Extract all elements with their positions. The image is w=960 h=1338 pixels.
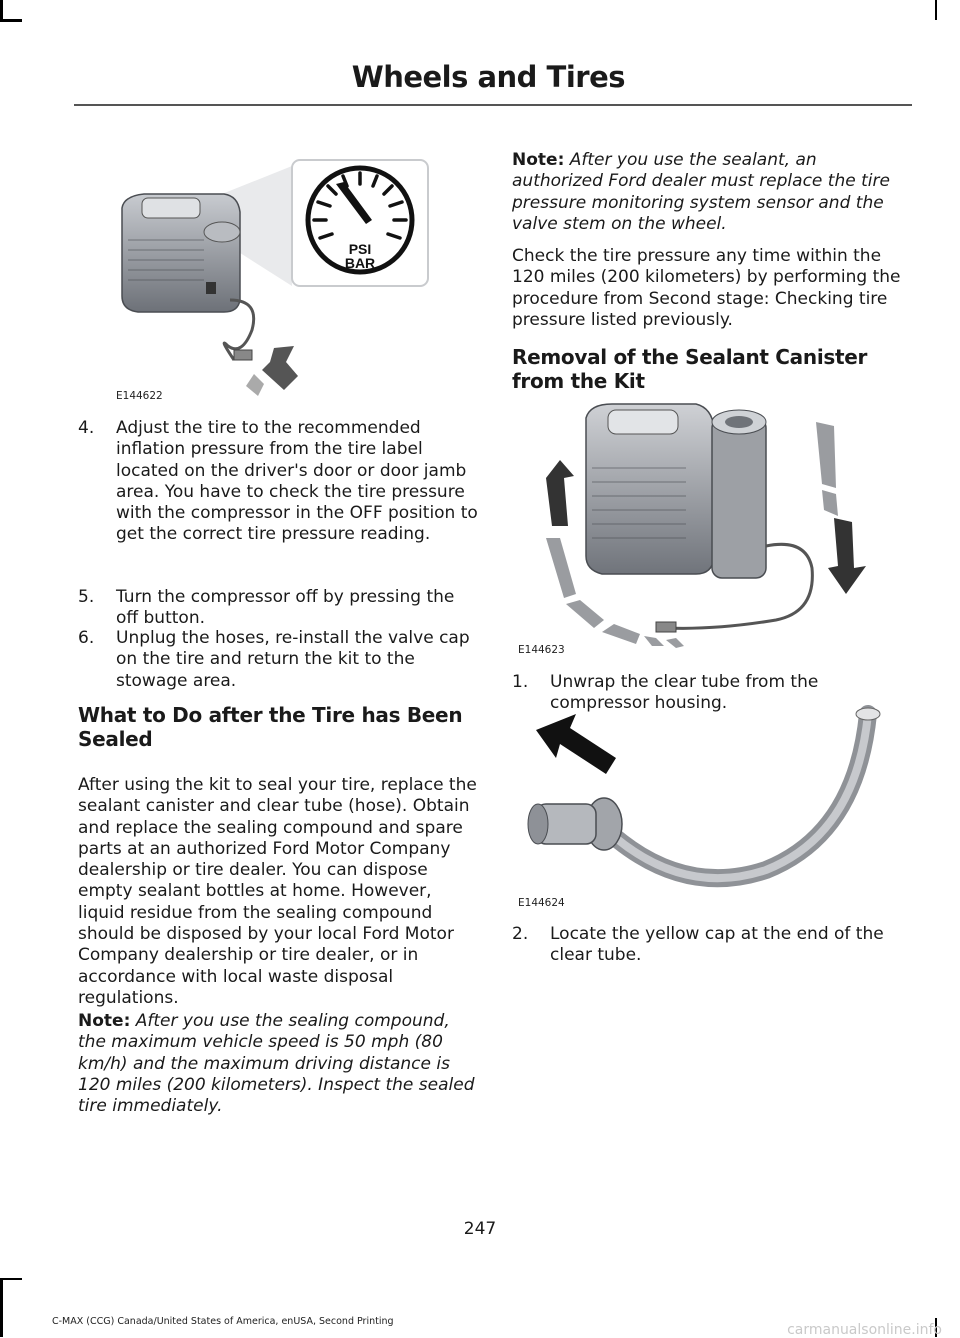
step-text: Adjust the tire to the recommended inflation pressure from the tire label located on the driver's door or door jamb area. You have to check the tire pressure with the compressor in the OFF position to get the correct tire pressure reading. xyxy=(116,418,478,545)
note-text: After you use the sealing compound, the maximum vehicle speed is 50 mph (80 km/h) and the maximum driving distance is 120 miles (200 kilometers). Inspect the sealed tire immediately. xyxy=(78,1011,475,1117)
figure-code-2: E144623 xyxy=(518,644,565,656)
figure-code-1: E144622 xyxy=(116,390,163,402)
gauge-label-psi: PSI xyxy=(348,241,372,257)
step-5 xyxy=(78,587,478,630)
page-number: 247 xyxy=(463,1219,497,1239)
figure-compressor-rotation xyxy=(516,398,876,660)
crop-mark-bottom-left-h xyxy=(0,1278,22,1280)
section-heading-after-sealed: What to Do after the Tire has Been Sealed xyxy=(78,703,463,751)
paragraph-text: Check the tire pressure any time within the 120 miles (200 kilometers) by performing the procedure from Second stage: Checking tire pressure listed previously. xyxy=(512,246,901,330)
crop-mark-bottom-left xyxy=(0,1278,3,1337)
note-label: Note: xyxy=(78,1011,131,1031)
step-4 xyxy=(78,418,478,546)
step-number: 5. xyxy=(78,587,95,607)
page-footer: C-MAX (CCG) Canada/United States of America, enUSA, Second Printing xyxy=(52,1316,394,1327)
crop-mark-top-left-h xyxy=(0,19,22,22)
site-watermark: carmanualsonline.info xyxy=(787,1322,942,1338)
compressor-rotation-illustration xyxy=(516,398,876,660)
note-sealing-compound xyxy=(78,1011,478,1117)
crop-mark-top-right xyxy=(935,0,937,20)
step-6 xyxy=(78,628,478,692)
paragraph-check-pressure xyxy=(512,246,910,331)
step-text: Unwrap the clear tube from the compressor housing. xyxy=(550,672,819,714)
step-number: 4. xyxy=(78,418,95,438)
note-label: Note: xyxy=(512,150,565,170)
step-number: 1. xyxy=(512,672,529,692)
header-divider xyxy=(74,104,912,106)
note-text: After you use the sealant, an authorized Ford dealer must replace the tire pressure monitoring system sensor and the valve stem on the wheel. xyxy=(512,150,890,234)
step-number: 2. xyxy=(512,924,529,944)
step-text: Unplug the hoses, re-install the valve cap on the tire and return the kit to the stowage area. xyxy=(116,628,470,691)
paragraph-after-sealed xyxy=(78,775,478,1009)
page-header-title: Wheels and Tires xyxy=(351,60,625,94)
figure-clear-tube xyxy=(516,700,886,912)
figure-code-3: E144624 xyxy=(518,897,565,909)
gauge-label-bar: BAR xyxy=(344,255,376,271)
note-sealant-dealer xyxy=(512,150,910,235)
step-text: Locate the yellow cap at the end of the clear tube. xyxy=(550,924,884,966)
step-text: Turn the compressor off by pressing the off button. xyxy=(116,587,455,629)
paragraph-text: After using the kit to seal your tire, replace the sealant canister and clear tube (hose). Obtain and replace the sealing compound and spare parts at an authorized Ford Motor Company dealership or tire dealer. You can dispose empty sealant bottles at home. However, liquid residue from the sealing compound should be disposed by your local Ford Motor Company dealership or tire dealer, or in accordance with local waste disposal regulations. xyxy=(78,775,477,1008)
removal-step-2 xyxy=(512,924,910,967)
section-heading-removal: Removal of the Sealant Canister from the Kit xyxy=(512,345,868,393)
clear-tube-illustration xyxy=(516,700,886,912)
compressor-gauge-illustration xyxy=(114,150,434,406)
step-number: 6. xyxy=(78,628,95,648)
figure-compressor-gauge xyxy=(114,150,434,406)
